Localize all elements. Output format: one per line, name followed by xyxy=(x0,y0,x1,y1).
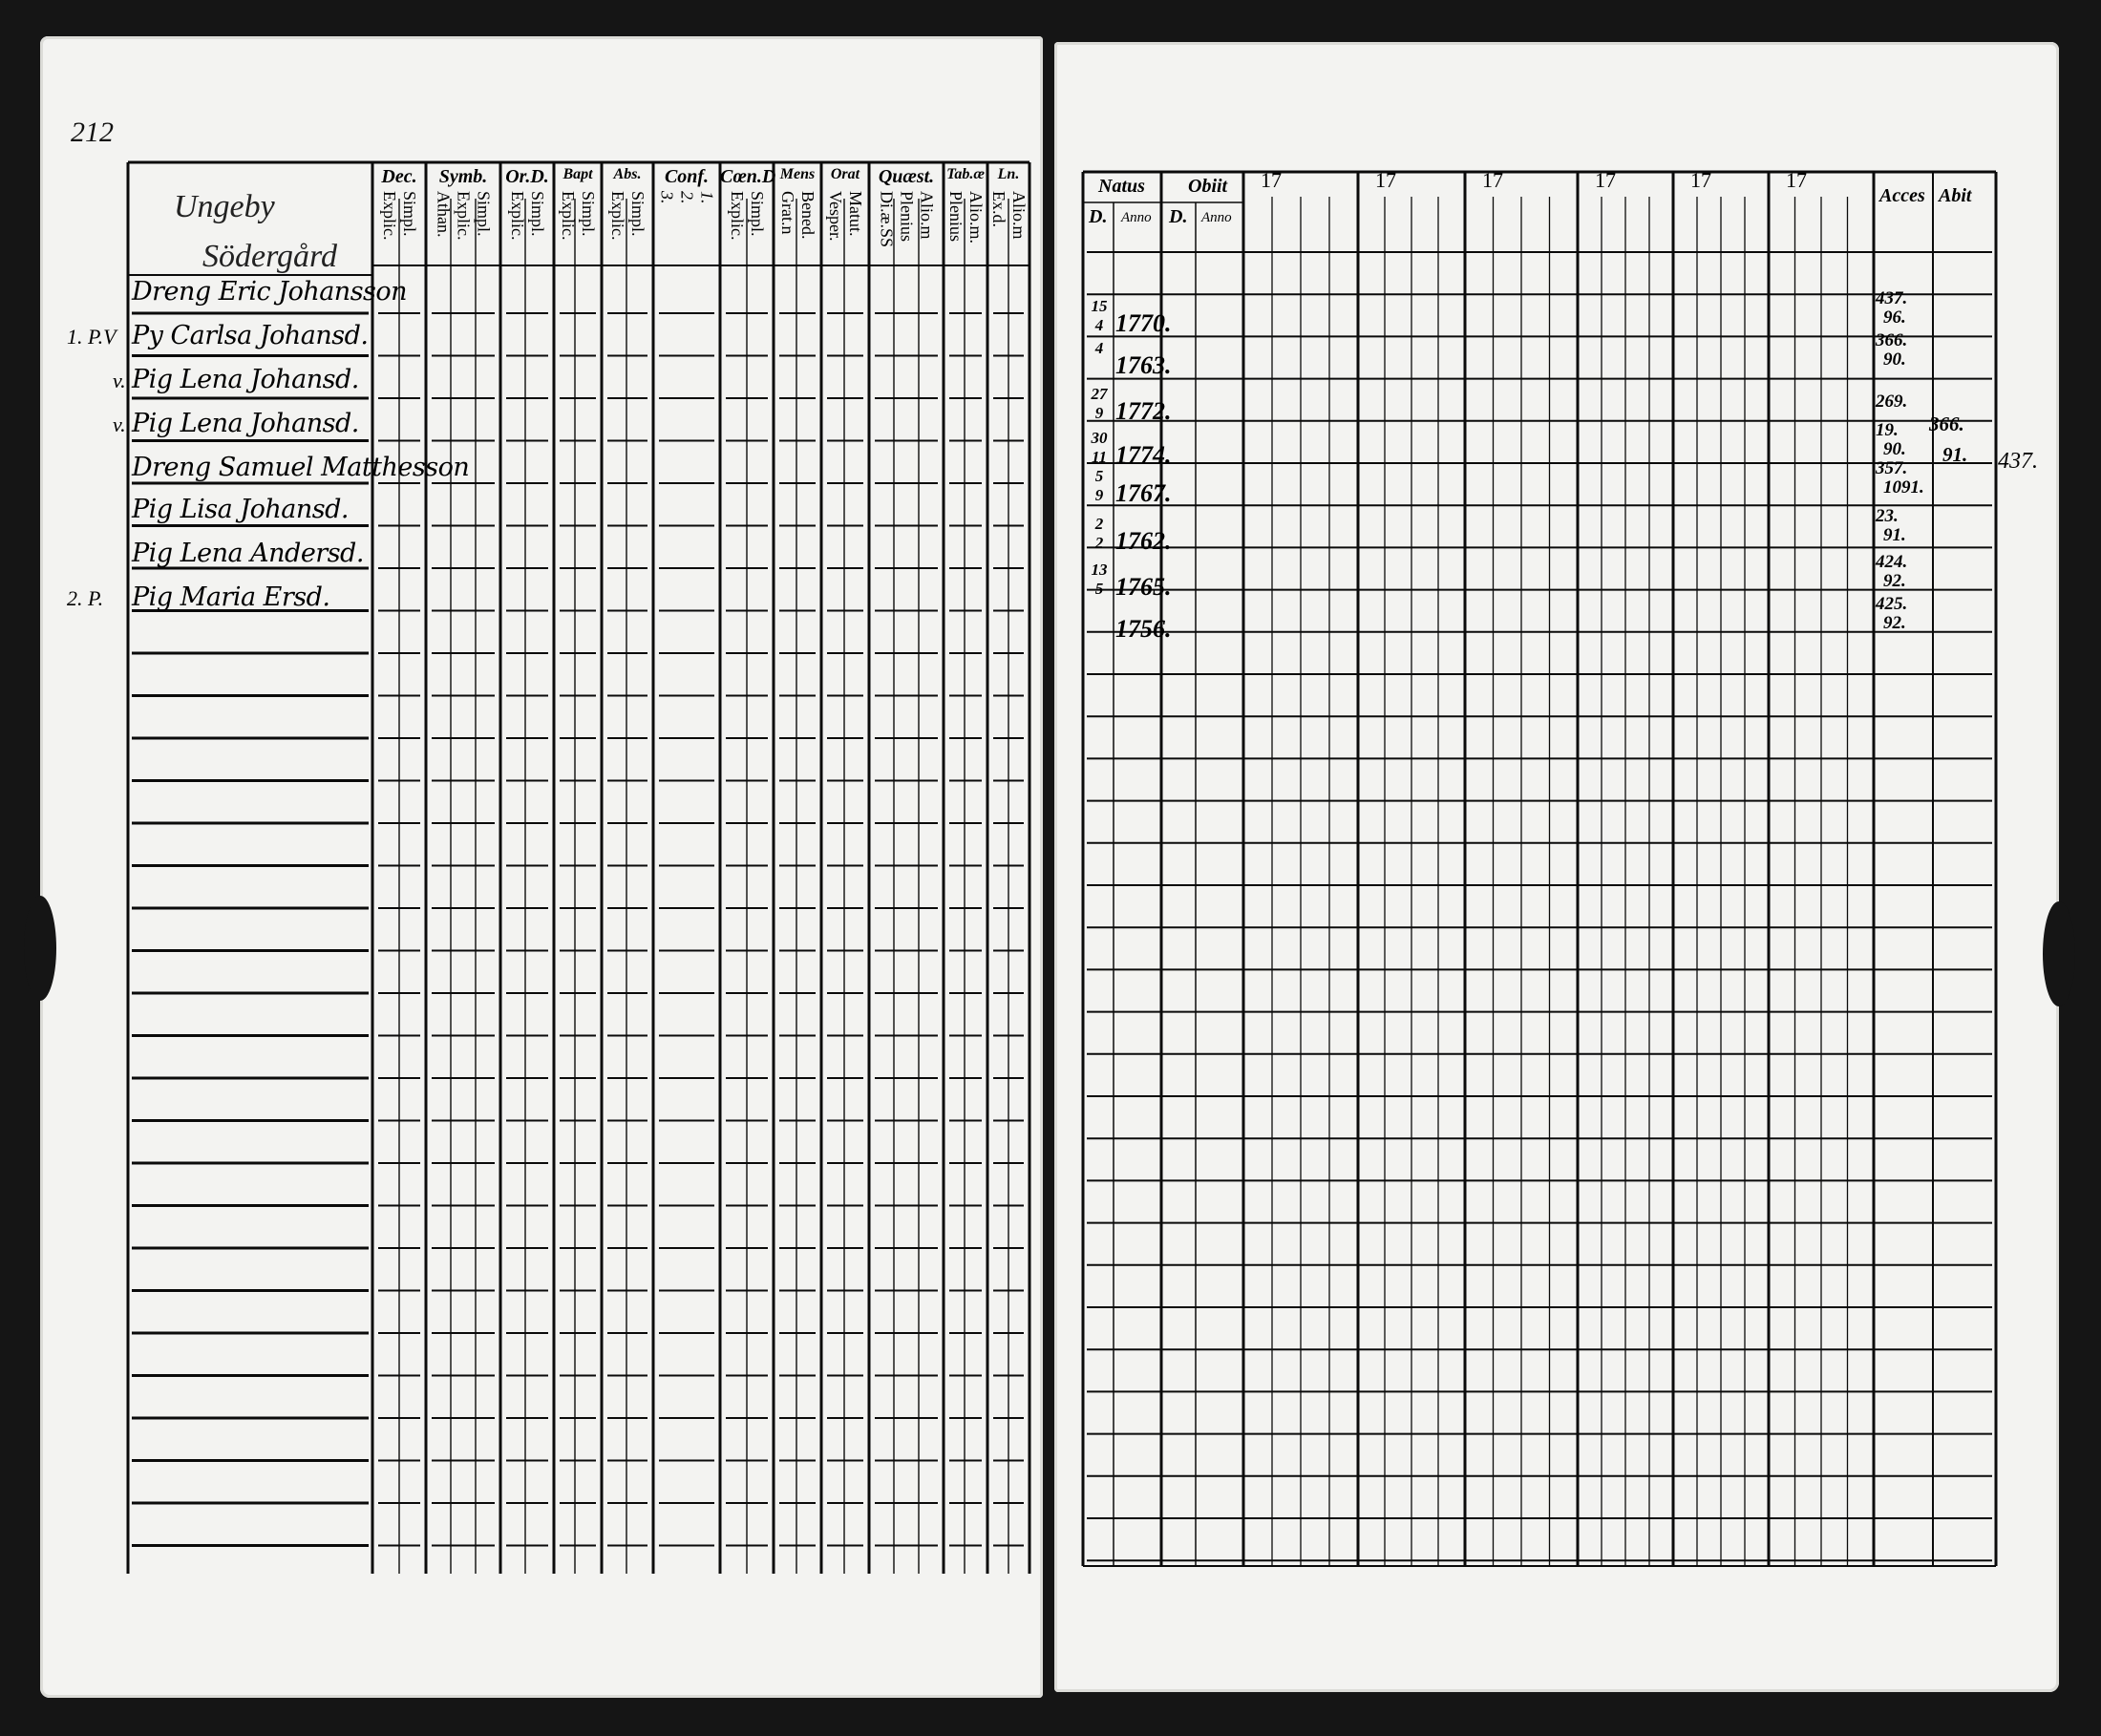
right-ledger-page xyxy=(1054,42,2059,1692)
natus-anno-header: Anno xyxy=(1121,210,1152,225)
sub-column-header: Plenius xyxy=(946,191,966,243)
birth-year: 1767. xyxy=(1115,479,1172,507)
acces-note-bottom: 96. xyxy=(1883,307,1906,328)
person-name-entry: Py Carlsa Johansd. xyxy=(132,321,369,350)
birth-day: 15 xyxy=(1091,297,1108,315)
abit-note: 366. xyxy=(1929,413,1964,435)
sub-header-group xyxy=(774,191,821,239)
acces-note-top: 357. xyxy=(1876,458,1908,478)
sub-column-header: Athan. xyxy=(434,191,454,238)
abit-note: 91. xyxy=(1942,443,1968,466)
birth-month: 4 xyxy=(1094,316,1104,334)
column-group-header: Cœn.D xyxy=(720,166,776,187)
sub-header-group xyxy=(500,191,554,241)
person-name-entry: Pig Lena Andersd. xyxy=(132,539,364,568)
birth-year: 1756. xyxy=(1115,615,1172,643)
sub-column-header: Explic. xyxy=(728,191,747,241)
acces-note-top: 19. xyxy=(1876,420,1899,440)
sub-header-group xyxy=(987,191,1029,240)
birth-year: 1770. xyxy=(1115,309,1172,337)
sub-column-header: Simpl. xyxy=(628,191,647,237)
sub-column-header: Explic. xyxy=(380,191,399,241)
person-name-entry: Dreng Eric Johansson xyxy=(132,277,408,307)
sub-column-header: Simpl. xyxy=(528,191,547,237)
right-ruled-grid xyxy=(1054,42,2059,1692)
column-group-header: Quæst. xyxy=(878,166,935,187)
birth-month: 11 xyxy=(1091,448,1108,466)
sub-column-header: Explic. xyxy=(559,191,578,241)
obiit-day-header: D. xyxy=(1169,206,1188,227)
column-group-header: Abs. xyxy=(613,166,642,182)
acces-note-top: 269. xyxy=(1876,392,1908,412)
obiit-header: Obiit xyxy=(1188,176,1228,197)
page-number: 212 xyxy=(71,116,114,148)
birth-day: 13 xyxy=(1091,561,1108,579)
obiit-anno-header: Anno xyxy=(1201,210,1232,225)
year-column-header: 17 xyxy=(1786,168,1807,192)
sub-column-header: Explic. xyxy=(508,191,527,241)
sub-column-header: Bened. xyxy=(798,191,817,240)
birth-month: 9 xyxy=(1094,486,1104,504)
birth-day: 27 xyxy=(1091,385,1108,403)
natus-header: Natus xyxy=(1098,176,1145,197)
year-column-header: 17 xyxy=(1375,168,1396,192)
column-group-header: Mens xyxy=(779,166,816,182)
column-group-header: Bapt xyxy=(562,166,593,182)
outside-margin-note: 437. xyxy=(1998,449,2038,474)
sub-column-header: Grat.n xyxy=(778,191,797,235)
birth-year: 1774. xyxy=(1115,441,1172,469)
margin-mark: 2. P. xyxy=(67,586,104,610)
sub-column-header: Di.æ.SS xyxy=(877,191,897,248)
sub-column-header: Simpl. xyxy=(400,191,419,237)
acces-header: Acces xyxy=(1879,185,1925,206)
birth-year: 1765. xyxy=(1115,573,1172,601)
sub-header-group xyxy=(602,191,653,241)
sub-header-group xyxy=(426,191,500,241)
sub-column-header: Simpl. xyxy=(579,191,598,237)
column-group-header: Ln. xyxy=(997,166,1020,182)
sub-header-group xyxy=(944,191,987,243)
margin-mark: v. xyxy=(113,369,126,392)
sub-column-header: Alio.m xyxy=(1009,191,1029,240)
sub-column-header: Alio.m. xyxy=(966,191,986,244)
acces-note-top: 366. xyxy=(1876,330,1908,350)
year-column-header: 17 xyxy=(1595,168,1616,192)
sub-header-group xyxy=(720,191,774,241)
sub-column-header: Vesper. xyxy=(826,191,845,242)
sub-column-header: Matut. xyxy=(846,191,865,237)
birth-day: 2 xyxy=(1094,515,1104,533)
sub-column-header: 3. xyxy=(657,191,677,204)
birth-day: 30 xyxy=(1091,429,1108,447)
birth-year: 1772. xyxy=(1115,397,1172,425)
person-name-entry: Pig Lisa Johansd. xyxy=(132,495,349,524)
person-name-entry: Dreng Samuel Matthesson xyxy=(132,453,470,482)
sub-column-header: Explic. xyxy=(454,191,474,241)
acces-note-bottom: 90. xyxy=(1883,439,1906,459)
sub-header-group xyxy=(653,191,720,204)
sub-header-group xyxy=(821,191,869,242)
birth-day: 5 xyxy=(1094,467,1104,485)
margin-mark: 1. P.V xyxy=(67,325,117,349)
birth-day: 4 xyxy=(1094,339,1104,357)
column-group-header: Symb. xyxy=(438,166,488,187)
person-name-entry: Pig Lena Johansd. xyxy=(132,365,359,394)
sub-header-group xyxy=(372,191,426,241)
column-group-header: Dec. xyxy=(381,166,417,187)
sub-column-header: Ex.d. xyxy=(989,191,1008,227)
birth-year: 1763. xyxy=(1115,351,1172,379)
sub-column-header: 1. xyxy=(697,191,717,204)
acces-note-bottom: 92. xyxy=(1883,571,1906,591)
year-column-header: 17 xyxy=(1482,168,1503,192)
birth-month: 5 xyxy=(1094,580,1104,598)
acces-note-top: 425. xyxy=(1876,594,1908,614)
acces-note-bottom: 90. xyxy=(1883,349,1906,370)
acces-note-bottom: 92. xyxy=(1883,613,1906,633)
year-column-header: 17 xyxy=(1690,168,1711,192)
acces-note-top: 23. xyxy=(1876,506,1899,526)
margin-mark: v. xyxy=(113,413,126,436)
column-group-header: Conf. xyxy=(664,166,710,187)
farm-title-line-1: Ungeby xyxy=(174,189,275,224)
sub-column-header: Simpl. xyxy=(474,191,494,237)
sub-header-group xyxy=(554,191,602,241)
natus-day-header: D. xyxy=(1089,206,1108,227)
column-group-header: Tab.æ xyxy=(946,166,985,182)
acces-note-bottom: 91. xyxy=(1883,525,1906,545)
year-column-header: 17 xyxy=(1261,168,1282,192)
column-group-header: Orat xyxy=(830,166,860,182)
left-ledger-page xyxy=(40,36,1043,1698)
person-name-entry: Pig Maria Ersd. xyxy=(132,582,330,612)
sub-header-group xyxy=(869,191,944,247)
sub-column-header: Alio.m xyxy=(917,191,937,240)
sub-column-header: Plenius xyxy=(897,191,917,243)
birth-month: 9 xyxy=(1094,404,1104,422)
birth-month: 2 xyxy=(1094,534,1104,552)
sub-column-header: Simpl. xyxy=(748,191,767,237)
birth-year: 1762. xyxy=(1115,527,1172,555)
acces-note-top: 424. xyxy=(1876,552,1908,572)
acces-note-bottom: 1091. xyxy=(1883,477,1924,498)
person-name-entry: Pig Lena Johansd. xyxy=(132,409,359,438)
acces-note-top: 437. xyxy=(1876,288,1908,308)
abit-header: Abit xyxy=(1939,185,1972,206)
sub-column-header: 2. xyxy=(677,191,697,204)
sub-column-header: Explic. xyxy=(608,191,627,241)
column-group-header: Or.D. xyxy=(505,166,549,187)
farm-title-line-2: Södergård xyxy=(202,239,338,274)
